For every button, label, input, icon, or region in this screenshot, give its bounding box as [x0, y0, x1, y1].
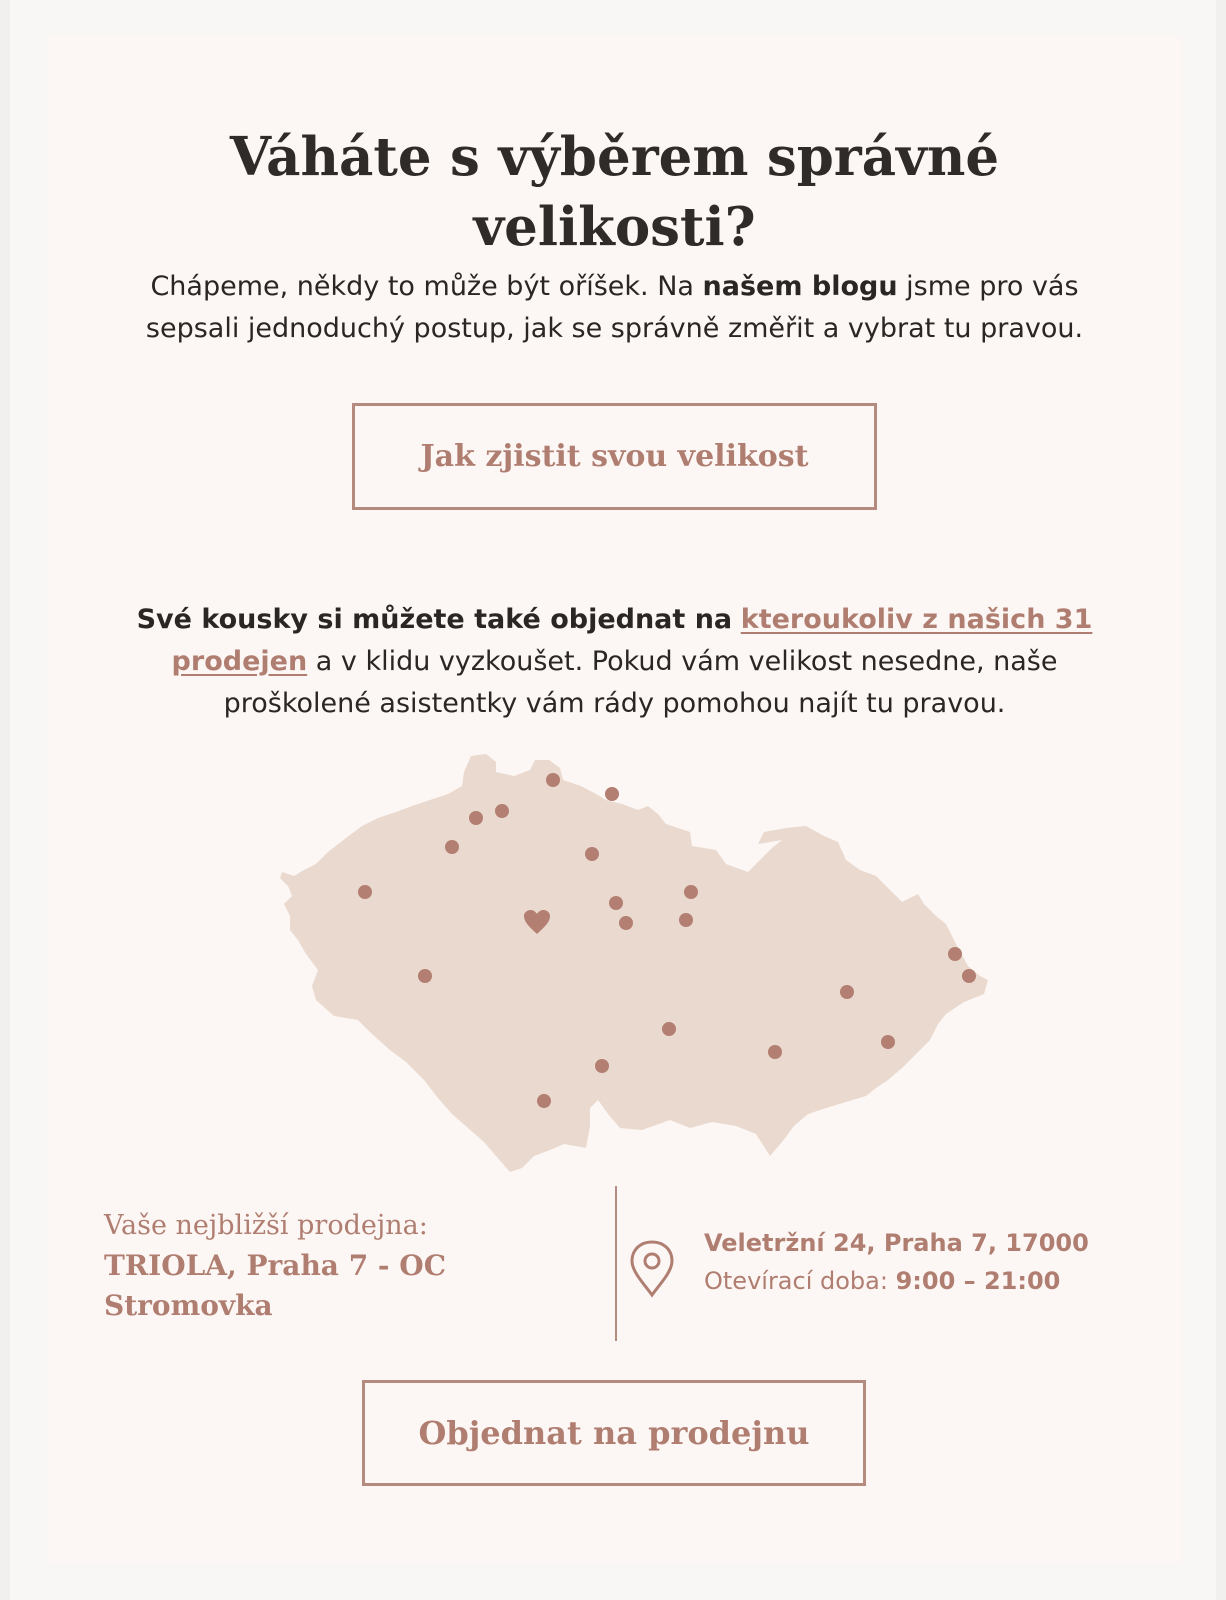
store-marker [595, 1059, 609, 1073]
store-marker [840, 985, 854, 999]
title-line-1: Váháte s výběrem správné [229, 126, 1000, 188]
intro-paragraph [107, 266, 1122, 350]
store-marker [684, 885, 698, 899]
store-marker [881, 1035, 895, 1049]
store-marker [962, 969, 976, 983]
right-edge [1216, 0, 1226, 1600]
stores-link[interactable]: kteroukoliv z našich 31 prodejen [171, 604, 1093, 677]
store-marker [609, 896, 623, 910]
store-marker [546, 773, 560, 787]
opening-hours-label: Otevírací doba: [704, 1267, 896, 1295]
title-line-2: velikosti? [473, 196, 756, 258]
find-size-button[interactable] [352, 403, 877, 510]
opening-hours-value: 9:00 – 21:00 [895, 1267, 1061, 1295]
stores-text-end: a v klidu vyzkoušet. Pokud vám velikost nesedne, naše proškolené asistentky vám rády pomohou najít tu pravou. [223, 646, 1058, 719]
order-to-store-button-label: Objednat na prodejnu [418, 1414, 810, 1452]
page-title [47, 122, 1182, 262]
store-marker [768, 1045, 782, 1059]
find-size-button-label: Jak zjistit svou velikost [420, 439, 809, 474]
address-line: Veletržní 24, Praha 7, 17000 [704, 1229, 1089, 1257]
blog-highlight: našem blogu [702, 271, 898, 302]
nearest-store-name: TRIOLA, Praha 7 - OC Stromovka [104, 1249, 446, 1322]
nearest-store-label: Vaše nejbližší prodejna: [104, 1210, 428, 1241]
store-marker [619, 916, 633, 930]
store-marker [495, 804, 509, 818]
stores-bold-text: Své kousky si můžete také objednat na [136, 604, 733, 635]
store-marker [469, 811, 483, 825]
store-marker [537, 1094, 551, 1108]
size-help-card [47, 36, 1182, 1563]
store-marker [679, 913, 693, 927]
intro-text-start: Chápeme, někdy to může být oříšek. Na [150, 271, 703, 302]
location-pin-icon [627, 1239, 677, 1299]
store-marker [662, 1022, 676, 1036]
intro-text-end: jsme pro vás sepsali jednoduchý postup, jak se správně změřit a vybrat tu pravou. [145, 271, 1084, 344]
order-to-store-button[interactable] [362, 1380, 866, 1486]
nearest-store [104, 1206, 574, 1326]
opening-hours [704, 1262, 1154, 1300]
left-edge [0, 0, 10, 1600]
store-marker [605, 787, 619, 801]
czech-country-shape [280, 754, 988, 1172]
store-marker [418, 969, 432, 983]
stores-paragraph [107, 599, 1122, 725]
store-divider [615, 1186, 617, 1341]
store-marker [358, 885, 372, 899]
store-marker [585, 847, 599, 861]
store-address [704, 1224, 1154, 1300]
store-marker [948, 947, 962, 961]
store-marker [445, 840, 459, 854]
czech-stores-map [234, 724, 1004, 1184]
